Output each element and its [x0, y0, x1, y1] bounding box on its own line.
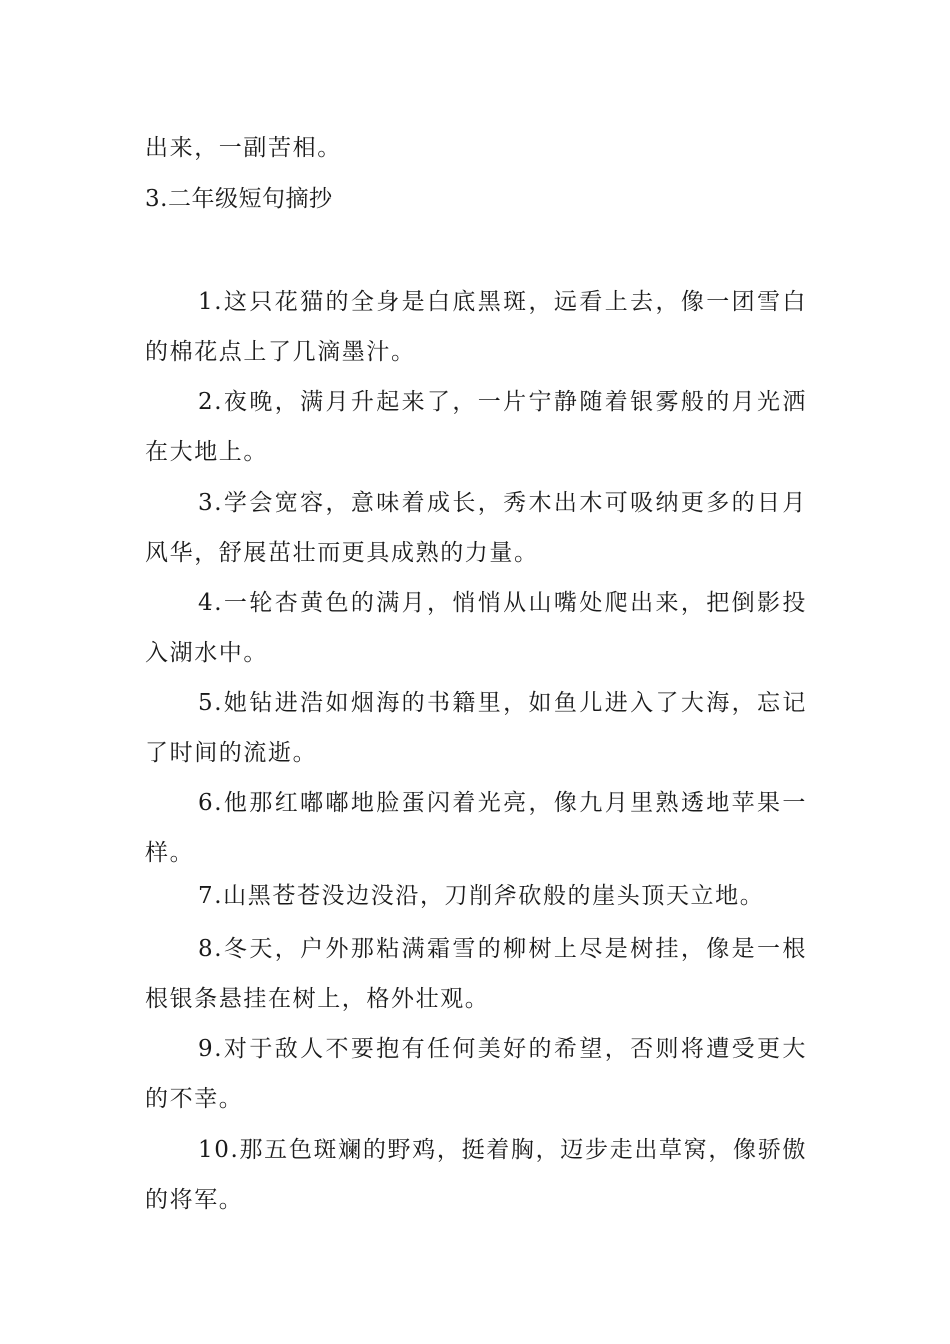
sentence-item: 6.他那红嘟嘟地脸蛋闪着光亮，像九月里熟透地苹果一样。 — [145, 790, 807, 866]
continuation-text: 出来，一副苦相。 — [145, 135, 342, 161]
sentence-item: 10.那五色斑斓的野鸡，挺着胸，迈步走出草窝，像骄傲的将军。 — [145, 1137, 807, 1213]
section-heading: 3.二年级短句摘抄 — [145, 186, 333, 212]
sentence-item: 1.这只花猫的全身是白底黑斑，远看上去，像一团雪白的棉花点上了几滴墨汁。 — [145, 289, 807, 365]
sentence-item: 4.一轮杏黄色的满月，悄悄从山嘴处爬出来，把倒影投入湖水中。 — [145, 590, 807, 666]
sentence-item: 3.学会宽容，意味着成长，秀木出木可吸纳更多的日月风华，舒展茁壮而更具成熟的力量。 — [145, 490, 807, 566]
sentence-item: 7.山黑苍苍没边没沿，刀削斧砍般的崖头顶天立地。 — [198, 883, 765, 909]
sentence-item: 2.夜晚，满月升起来了，一片宁静随着银雾般的月光洒在大地上。 — [145, 389, 807, 465]
sentence-item: 5.她钻进浩如烟海的书籍里，如鱼儿进入了大海，忘记了时间的流逝。 — [145, 690, 807, 766]
sentence-item: 8.冬天，户外那粘满霜雪的柳树上尽是树挂，像是一根根银条悬挂在树上，格外壮观。 — [145, 936, 807, 1012]
sentence-item: 9.对于敌人不要抱有任何美好的希望，否则将遭受更大的不幸。 — [145, 1036, 807, 1112]
